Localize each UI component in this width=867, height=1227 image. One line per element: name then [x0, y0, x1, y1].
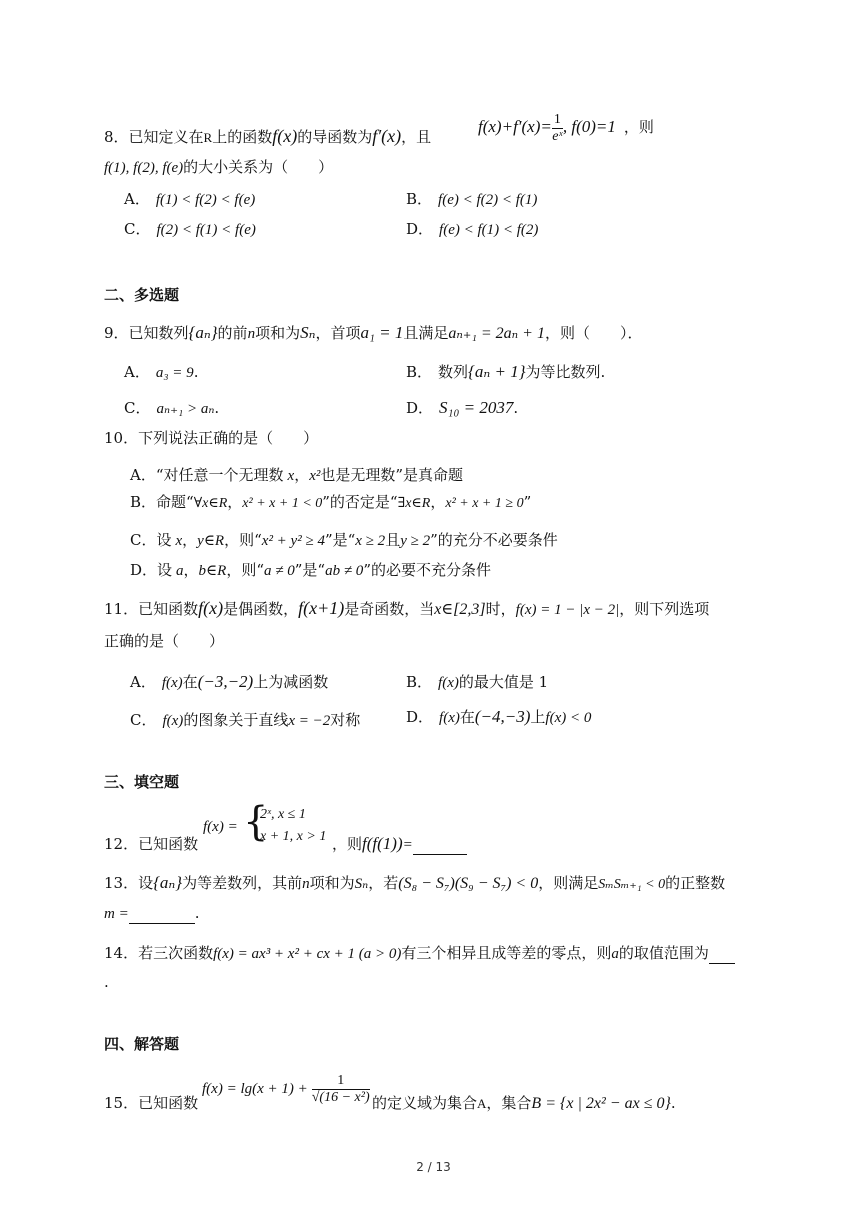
q10-option-c: C．设 x，y∈R，则“x² + y² ≥ 4”是“x ≥ 2且y ≥ 2”的充分不必要条件 [130, 531, 558, 549]
q13-line2: m = . [104, 904, 200, 922]
section-heading-multiple-choice: 二、多选题 [104, 286, 180, 304]
q14-line2: . [104, 973, 109, 991]
q8-condition: f(x)+f′(x)= $\frac{1}{\text{eˣ}}$ , f(0)=1 ，则 [478, 111, 654, 144]
q10-option-b: B．命题“∀x∈R，x² + x + 1 < 0”的否定是“∃x∈R，x² + x + 1 ≥ 0” [130, 493, 532, 511]
section-heading-answers: 四、解答题 [104, 1035, 180, 1053]
section-heading-fill-in: 三、填空题 [104, 773, 180, 791]
q9-option-d: D． S₁₀ = 2037. [406, 398, 519, 417]
q15-fx: f(x) = lg(x + 1) + $\frac{1}{\text{√(16 − x²)}}$ [202, 1072, 370, 1105]
q8-line1: 8．已知定义在R上的函数f(x)的导函数为f′(x)，且 [104, 126, 432, 146]
fraction: $\frac{1}{\text{√(16 − x²)}}$ [311, 1072, 370, 1105]
q11-option-c: C． f(x)的图象关于直线x = −2对称 [130, 711, 361, 729]
q12-case2: x + 1, x > 1 [260, 829, 327, 844]
q8-option-a: A． f(1) < f(2) < f(e) [124, 190, 256, 208]
q12-label: 12．已知函数 [104, 835, 199, 853]
q8-option-c: C． f(2) < f(1) < f(e) [124, 220, 256, 238]
fraction: $\frac{1}{\text{eˣ}}$ [552, 111, 563, 144]
q15-label: 15．已知函数 [104, 1094, 199, 1112]
q10-option-a: A．“对任意一个无理数 x，x²也是无理数”是真命题 [130, 466, 464, 484]
q9-option-a: A． a₃ = 9. [124, 363, 199, 381]
q11-option-d: D． f(x)在(−4,−3)上f(x) < 0 [406, 707, 592, 726]
q11-option-b: B． f(x)的最大值是 1 [406, 673, 549, 691]
q12-fx: f(x) = [203, 819, 238, 835]
q11-stem-line2: 正确的是（ ） [104, 632, 225, 650]
q9-option-c: C． aₙ₊₁ > aₙ. [124, 399, 220, 417]
q8-option-d: D． f(e) < f(1) < f(2) [406, 220, 539, 238]
answer-blank [129, 907, 195, 924]
q11-option-a: A． f(x)在(−3,−2)上为减函数 [130, 672, 329, 691]
q9-option-b: B． 数列{aₙ + 1}为等比数列. [406, 362, 606, 381]
q15-tail: 的定义域为集合A，集合B = {x | 2x² − ax ≤ 0}. [372, 1094, 676, 1112]
q13-stem: 13．设{aₙ}为等差数列，其前n项和为Sₙ，若(S₈ − S₇)(S₉ − S₇) < 0，则满足SₘSₘ₊₁ < 0的正整数 [104, 873, 726, 892]
q8-option-b: B． f(e) < f(2) < f(1) [406, 190, 538, 208]
q9-stem: 9．已知数列{aₙ}的前n项和为Sₙ，首项a₁ = 1且满足aₙ₊₁ = 2aₙ + 1，则（ ）． [104, 323, 643, 342]
q10-stem: 10．下列说法正确的是（ ） [104, 429, 319, 447]
piecewise-brace: { [243, 799, 269, 845]
answer-blank [413, 838, 467, 855]
page-number: 2 / 13 [416, 1160, 451, 1174]
q10-option-d: D．设 a，b∈R，则“a ≠ 0”是“ab ≠ 0”的必要不充分条件 [130, 561, 491, 579]
q12-case1: 2ˣ, x ≤ 1 [260, 807, 306, 822]
answer-blank [709, 947, 735, 964]
q8-line2: f(1), f(2), f(e)的大小关系为（ ） [104, 158, 334, 176]
q12-tail: ，则f(f(1))= [332, 834, 467, 855]
q14-stem: 14．若三次函数f(x) = ax³ + x² + cx + 1 (a > 0)有三个相异且成等差的零点，则a的取值范围为 [104, 943, 735, 964]
q11-stem-line1: 11．已知函数f(x)是偶函数，f(x+1)是奇函数，当x∈[2,3]时，f(x) = 1 − |x − 2|，则下列选项 [104, 598, 710, 618]
